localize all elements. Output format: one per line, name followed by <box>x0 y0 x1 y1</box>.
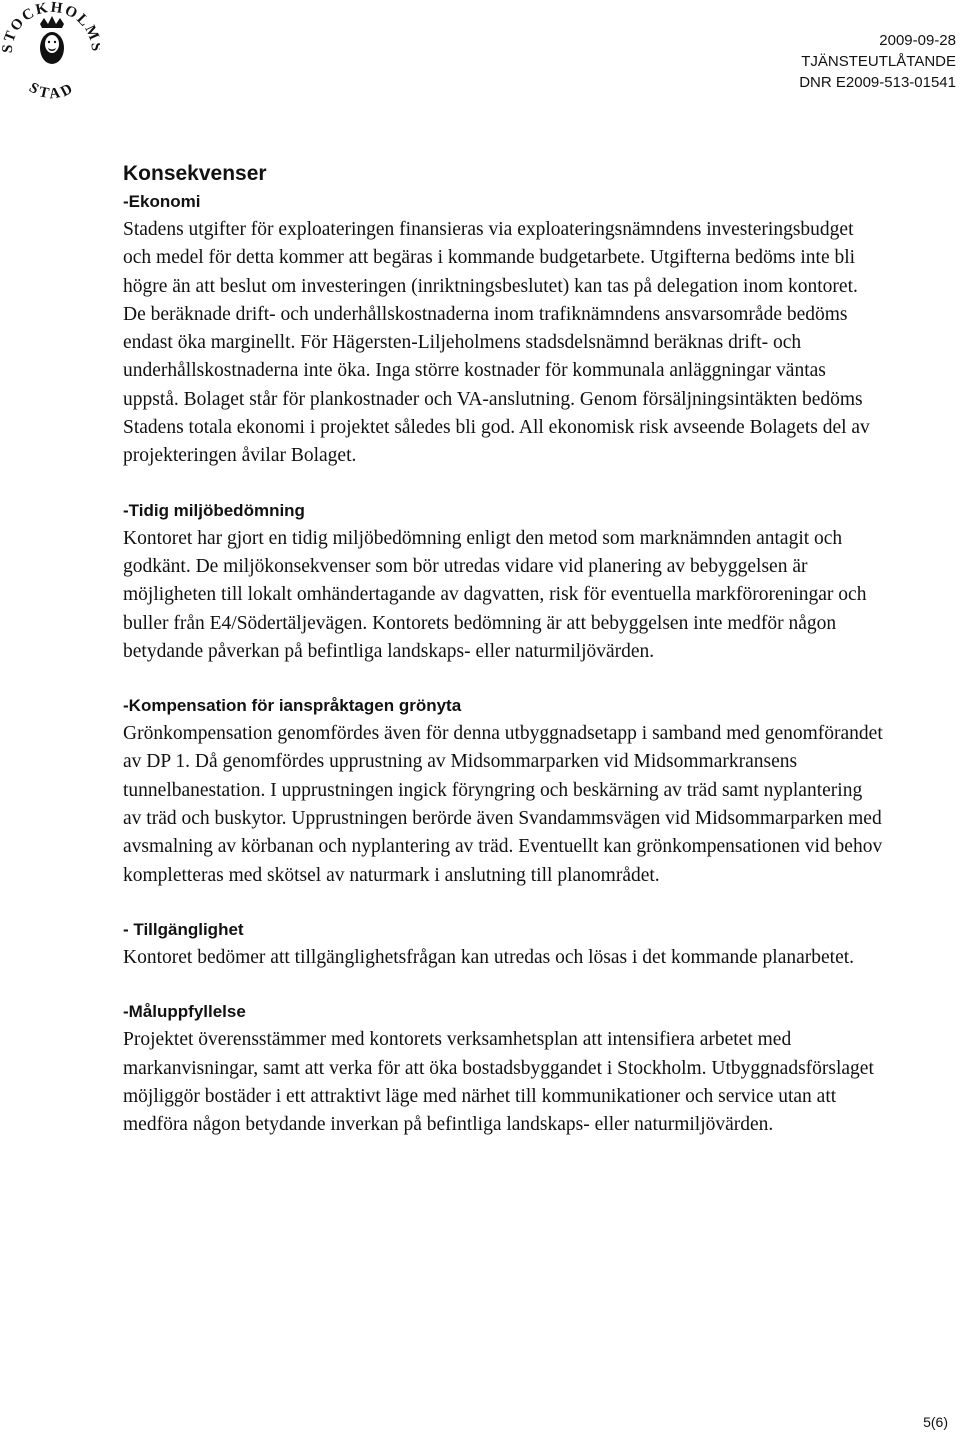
section-heading-ekonomi: -Ekonomi <box>123 192 201 211</box>
section-heading-miljobedomning: -Tidig miljöbedömning <box>123 500 305 520</box>
document-meta <box>799 30 956 93</box>
page-number: 5(6) <box>923 1414 948 1430</box>
section-body-ekonomi: Stadens utgifter för exploateringen finansieras via exploateringsnämndens investeringsbudget och medel för detta kommer att begäras i kommande budgetarbete. Utgifterna bedöms inte bli högre än att beslut om investeringen (inriktningsbeslutet) kan tas på delegation inom kontoret. De beräknade drift- och underhållskostnaderna inom trafiknämndens ansvarsområde bedöms endast öka marginellt. För Hägersten-Liljeholmens stadsdelsnämnd beräknas drift- och underhållskostnaderna inte öka. Inga större kostnader för kommunala anläggningar väntas uppstå. Bolaget står för plankostnader och VA-anslutning. Genom försäljningsintäkten bedöms Stadens totala ekonomi i projektet således bli god. All ekonomisk risk avseende Bolagets del av projekteringen åvilar Bolaget. <box>123 219 870 467</box>
document-dnr: DNR E2009-513-01541 <box>799 74 956 91</box>
svg-text:STOCKHOLMS: STOCKHOL <box>0 0 94 54</box>
section-body-maluppfyllelse: Projektet överensstämmer med kontorets verksamhetsplan att intensifiera arbetet med markanvisningar, samt att verka för att öka bostadsbyggandet i Stockholm. Utbyggnadsförslaget möjliggör bostäder i ett attraktivt läge med närhet till kommunikationer och service utan att medföra någon betydande inverkan på befintliga landskaps- eller naturmiljövärden. <box>123 1029 874 1136</box>
document-date: 2009-09-28 <box>879 32 956 49</box>
section-heading-tillganglighet: - Tillgänglighet <box>123 919 244 939</box>
svg-text:STAD: STAD <box>26 79 78 100</box>
page-title: Konsekvenser <box>123 162 267 185</box>
document-body <box>123 160 883 1139</box>
section-heading-kompensation: -Kompensation för ianspråktagen grönyta <box>123 696 462 716</box>
section-body-miljobedomning: Kontoret har gjort en tidig miljöbedömning enligt den metod som marknämnden antagit och godkänt. De miljökonsekvenser som bör utredas vidare vid planering av bebyggelsen är möjligheten till lokalt omhändertagande av dagvatten, risk för eventuella markföroreningar och buller från E4/Södertäljevägen. Kontorets bedömning är att bebyggelsen inte medför någon betydande påverkan på befintliga landskaps- eller naturmiljövärden. <box>123 527 867 662</box>
document-type: TJÄNSTEUTLÅTANDE <box>801 53 956 70</box>
section-body-tillganglighet: Kontoret bedömer att tillgänglighetsfrågan kan utredas och lösas i det kommande planarbetet. <box>123 946 855 968</box>
section-body-kompensation: Grönkompensation genomfördes även för denna utbyggnadsetapp i samband med genomförandet av DP 1. Då genomfördes upprustning av Midsommarparken vid Midsommarkransens tunnelbanestation. I upprustningen ingick föryngring och beskärning av träd samt nyplantering av träd och buskytor. Upprustningen berörde även Svandammsvägen vid Midsommarparken med avsmalning av körbanan och nyplantering av träd. Eventuellt kan grönkompensationen vid behov kompletteras med skötsel av naturmark i anslutning till planområdet. <box>123 723 883 886</box>
section-heading-maluppfyllelse: -Måluppfyllelse <box>123 1002 246 1022</box>
stockholms-stad-logo <box>0 0 100 100</box>
